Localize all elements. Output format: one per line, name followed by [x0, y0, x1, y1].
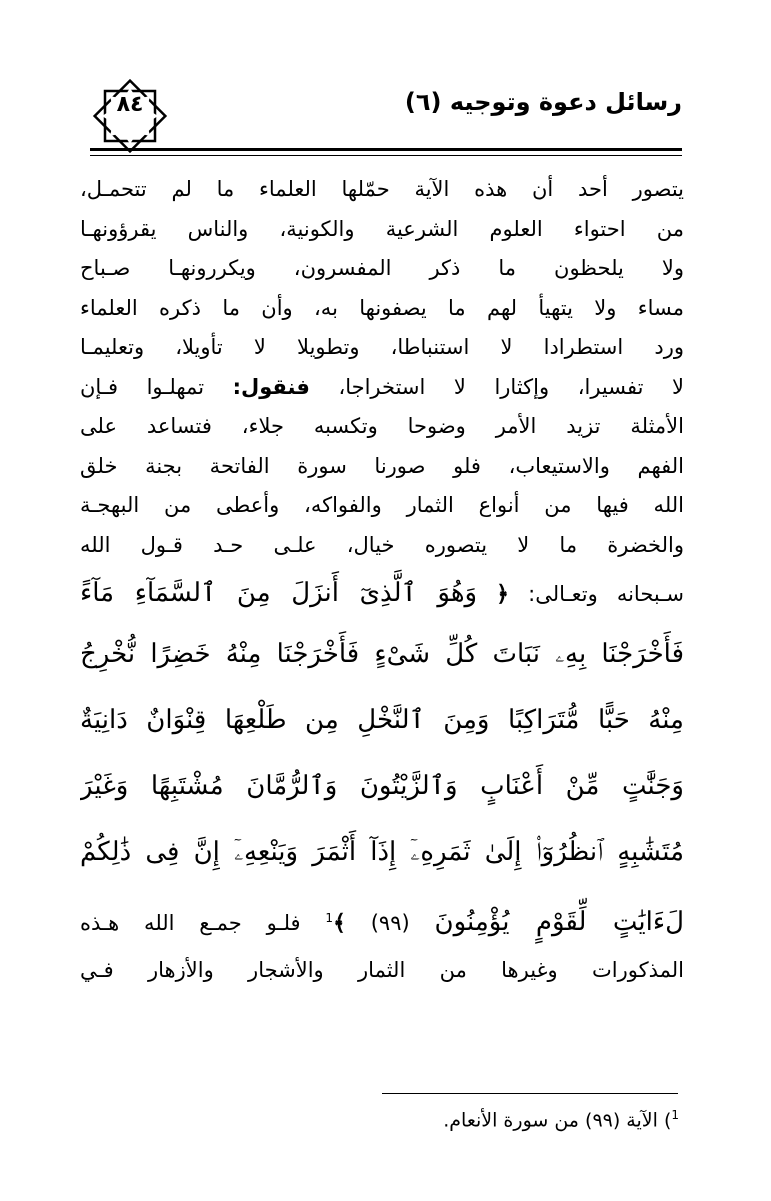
text-line: من احتواء العلوم الشرعية والكونية، والناس يقرؤونهـا — [80, 216, 684, 241]
quran-line: مُتَشَٰبِهٍ ٱنظُرُوٓا۟ إِلَىٰ ثَمَرِهِۦٓ إِذَآ أَثْمَرَ وَيَنْعِهِۦٓ إِنَّ فِى ذَٰلِكُمْ — [80, 837, 684, 867]
text-line-start: لا تفسيرا، وإكثارا لا استخراجا، — [338, 374, 684, 399]
book-title: رسائل دعوة وتوجيه (٦) — [404, 88, 682, 116]
quran-close-bracket: ﴾ — [333, 911, 346, 936]
body-text — [80, 170, 684, 991]
header-rule-thin — [90, 155, 682, 156]
quran-line: وَجَنَّٰتٍ مِّنْ أَعْنَابٍ وَٱلزَّيْتُونَ وَٱلرُّمَّانَ مُشْتَبِهًا وَغَيْرَ — [80, 771, 684, 801]
header-rule-thick — [90, 148, 682, 151]
verse-number-value: ٩٩ — [378, 911, 402, 935]
bold-phrase: فنقول: — [232, 374, 310, 399]
text-line: الله فيها من أنواع الثمار والفواكه، وأعطى من البهجـة — [80, 493, 684, 517]
text-line: الأمثلة تزيد الأمر وضوحا وتكسبه جلاء، فتساعد على — [80, 414, 684, 438]
text-line: المذكورات وغيرها من الثمار والأشجار والأزهار فـي — [80, 958, 684, 982]
quran-line: مِنْهُ حَبًّا مُّتَرَاكِبًا وَمِنَ ٱلنَّخْلِ مِن طَلْعِهَا قِنْوَانٌ دَانِيَةٌ — [80, 705, 684, 735]
quran-open-bracket: ﴿ — [496, 582, 510, 607]
text-line — [80, 368, 684, 408]
footnote-text: الآية (٩٩) من سورة الأنعام. — [443, 1109, 658, 1132]
text-line: والخضرة ما لا يتصوره خيال، علـى حـد قـول الله — [80, 532, 684, 557]
footnote-ref: 1 — [325, 911, 334, 925]
text-line: الفهم والاستيعاب، فلو صورنا سورة الفاتحة بجنة خلق — [80, 453, 684, 478]
verse-number: (٩٩) — [370, 911, 410, 935]
text-line: يتصور أحد أن هذه الآية حمّلها العلماء ما لم تتحمـل، — [80, 177, 684, 201]
quran-line: فَأَخْرَجْنَا بِهِۦ نَبَاتَ كُلِّ شَىْءٍ فَأَخْرَجْنَا مِنْهُ خَضِرًا نُّخْرِجُ — [80, 639, 684, 669]
quran-text: وَهُوَ ٱلَّذِىٓ أَنزَلَ مِنَ ٱلسَّمَآءِ مَآءً — [80, 578, 478, 608]
page-header — [80, 74, 682, 154]
quran-line — [80, 885, 684, 951]
quran-intro: سـبحانه وتعـالى: — [528, 582, 684, 606]
footnote-marker: 1 — [671, 1108, 679, 1122]
text-line-end: تمهلـوا فـإن — [80, 374, 205, 399]
text-line: ورد استطرادا لا استنباطا، وتطويلا لا تأويلا، وتعليمـا — [80, 335, 684, 359]
footnote: $^1$) الآية (٩٩) من سورة الأنعام. — [443, 1108, 679, 1132]
page-number: ٨٤ — [116, 92, 144, 117]
text-line: مساء ولا يتهيأ لهم ما يصفونها به، وأن ما ذكره العلماء — [80, 295, 684, 320]
text-line: ولا يلحظون ما ذكر المفسرون، ويكررونهـا صـباح — [80, 256, 684, 280]
quran-text: لَءَايَٰتٍ لِّقَوْمٍ يُؤْمِنُونَ — [434, 907, 684, 937]
quran-line — [80, 565, 684, 621]
after-quote-text: فلـو جمـع الله هـذه — [80, 911, 301, 935]
footnote-separator — [382, 1093, 678, 1094]
